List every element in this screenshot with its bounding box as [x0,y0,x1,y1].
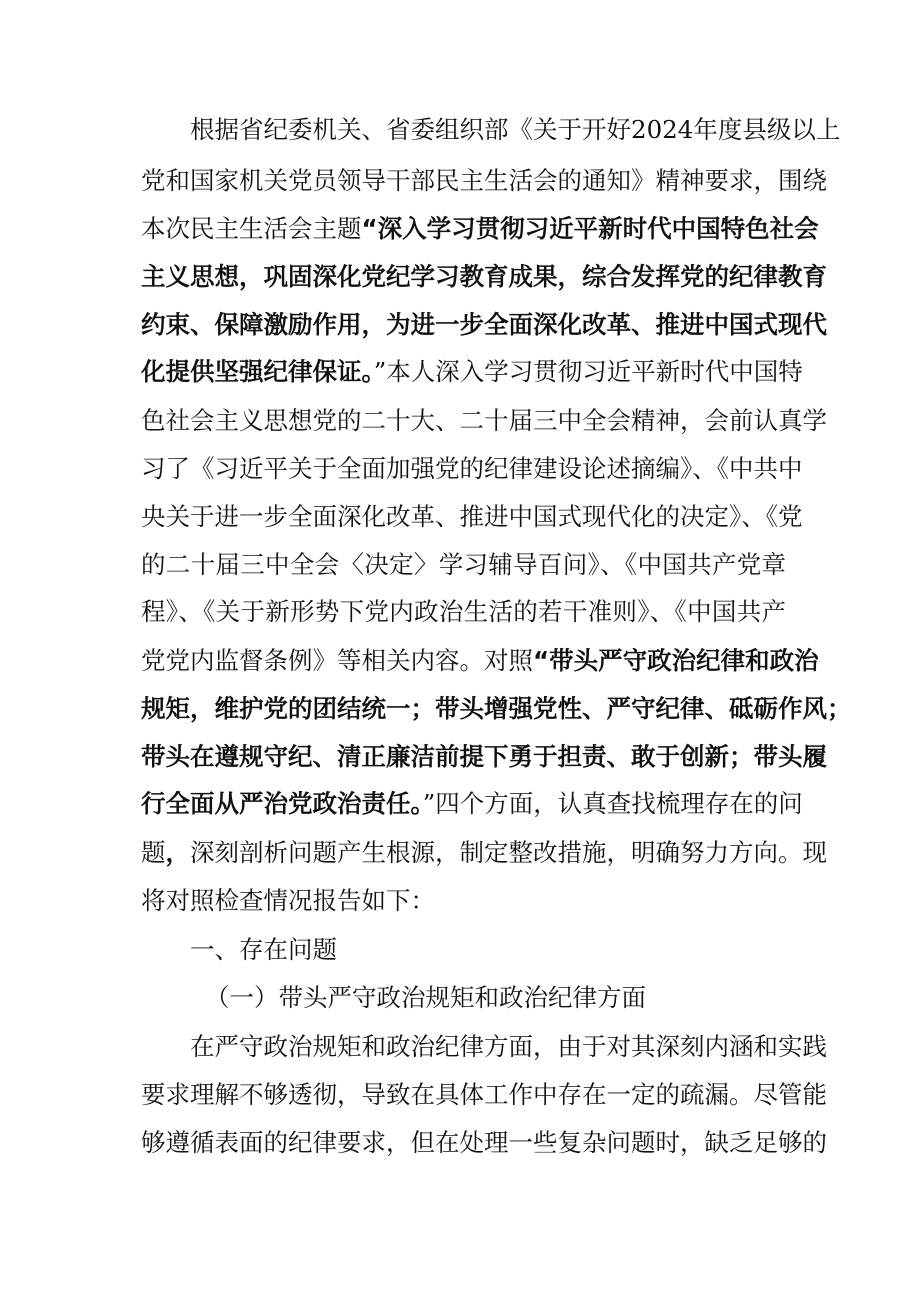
para1-line-14 [141,737,827,777]
para1-line-2 [141,161,827,201]
bold-text-run: “带头严守政治纪律和政治 [533,646,819,675]
text-run: 党和国家机关党员领导干部民主生活会的通知》精神要求，围绕 [141,166,827,195]
bold-text-run: ， [165,838,190,867]
text-run: 题 [141,838,166,867]
para1-line-5 [141,305,827,345]
text-run: 的二十届三中全会〈决定〉学习辅导百问》、《中国共产党章 [141,550,786,579]
text-run: 央关于进一步全面深化改革、推进中国式现代化的决定》、《党 [141,502,803,531]
para2-line-2: 要求理解不够透彻，导致在具体工作中存在一定的疏漏。尽管能 [141,1080,827,1109]
text-run: 根据省纪委机关、省委组织部《关于开好2024年度县级以上 [190,115,841,144]
text-run: ”四个方面，认真查找梳理存在的问 [422,789,803,818]
text-run: 习了《习近平关于全面加强党的纪律建设论述摘编》、《中共中 [141,454,803,483]
para1-line-9 [141,497,803,537]
para1-line-15 [141,784,803,824]
para1-line-11 [141,592,786,632]
bold-text-run: 主义思想，巩固深化党纪学习教育成果，综合发挥党的纪律教育 [141,262,827,291]
bold-text-run: 带头在遵规守纪、清正廉洁前提下勇于担责、敢于创新；带头履 [141,742,827,771]
text-run: 本次民主生活会主题 [141,214,362,243]
text-run: 深刻剖析问题产生根源，制定整改措施，明确努力方向。现 [190,838,827,867]
para2-line-1: 在严守政治规矩和政治纪律方面，由于对其深刻内涵和实践 [190,1032,827,1061]
text-run: ”本人深入学习贯彻习近平新时代中国特 [373,357,803,386]
para1-line-3 [141,209,819,249]
para1-line-12 [141,641,819,681]
para1-line-7 [141,401,827,441]
para1-line-16 [141,833,827,873]
para1-line-4 [141,257,827,297]
text-run: 党党内监督条例》等相关内容。对照 [141,646,533,675]
para1-line-8 [141,449,803,489]
para2-line-3: 够遵循表面的纪律要求，但在处理一些复杂问题时，缺乏足够的 [141,1128,827,1157]
para1-line-13 [141,689,852,729]
section-heading: 一、存在问题 [190,935,337,964]
text-run: 将对照检查情况报告如下： [141,886,435,915]
text-run: 程》、《关于新形势下党内政治生活的若干准则》、《中国共产 [141,597,786,626]
para1-line-17 [141,881,786,921]
bold-text-run: 规矩，维护党的团结统一；带头增强党性、严守纪律、砥砺作风； [141,694,852,723]
para1-line-1 [190,110,841,150]
para1-line-6 [141,352,803,392]
para1-line-10 [141,545,786,585]
text-run: 色社会主义思想党的二十大、二十届三中全会精神，会前认真学 [141,406,827,435]
bold-text-run: “深入学习贯彻习近平新时代中国特色社会 [361,214,819,243]
bold-text-run: 化提供坚强纪律保证。 [141,357,374,386]
bold-text-run: 约束、保障激励作用，为进一步全面深化改革、推进中国式现代 [141,310,827,339]
bold-text-run: 行全面从严治党政治责任。 [141,789,423,818]
subsection-heading: （一）带头严守政治规矩和政治纪律方面 [205,983,646,1012]
